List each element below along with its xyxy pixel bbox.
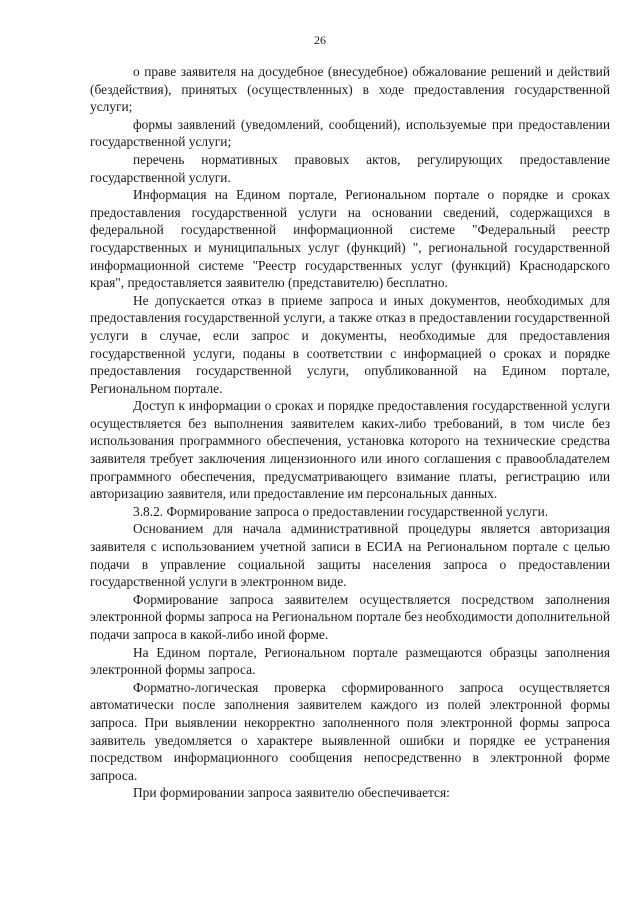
paragraph-request-formation: Формирование запроса заявителем осуществляется посредством заполнения электронной формы запроса на Региональном портале без необходимости дополнительной подачи запроса в какой-либо иной форме.	[90, 591, 610, 642]
paragraph-application-forms: формы заявлений (уведомлений, сообщений), используемые при предоставлении государственной услуги;	[90, 116, 610, 150]
paragraph-portal-information: Информация на Едином портале, Региональном портале о порядке и сроках предоставления государственной услуги на основании сведений, содержащихся в федеральной государственной информационной системе "Федеральный реестр государственных и муниципальных услуг (функций) ", региональной государственной информационной системе "Реестр государственных услуг (функций) Краснодарского края", предоставляется заявителю (представителю) бесплатно.	[90, 187, 610, 291]
paragraph-appeal-right: о праве заявителя на досудебное (внесудебное) обжалование решений и действий (бездействия), принятых (осуществленных) в ходе предоставления государственной услуги;	[90, 64, 610, 115]
page-number: 26	[314, 33, 326, 47]
document-body	[90, 63, 610, 802]
paragraph-legal-acts: перечень нормативных правовых актов, регулирующих предоставление государственной услуги.	[90, 151, 610, 185]
paragraph-format-check: Форматно-логическая проверка сформированного запроса осуществляется автоматически после заполнения заявителем каждого из полей электронной формы запроса. При выявлении некорректно заполненного поля электронной формы запроса заявитель уведомляется о характере выявленной ошибки и порядке ее устранения посредством информационного сообщения непосредственно в электронной форме запроса.	[90, 679, 610, 783]
paragraph-procedure-basis: Основанием для начала административной процедуры является авторизация заявителя с использованием учетной записи в ЕСИА на Региональном портале с целью подачи в управление социальной защиты населения запроса о предоставлении государственной услуги в электронном виде.	[90, 521, 610, 590]
paragraph-applicant-provided: При формировании запроса заявителю обеспечивается:	[133, 785, 450, 801]
paragraph-access-to-information: Доступ к информации о сроках и порядке предоставления государственной услуги осуществляется без выполнения заявителем каких-либо требований, в том числе без использования программного обеспечения, установка которого на технические средства заявителя требует заключения лицензионного или иного соглашения с правообладателем программного обеспечения, предусматривающего взимание платы, регистрацию или авторизацию заявителя, или предоставление им персональных данных.	[90, 398, 610, 502]
section-heading-3-8-2: 3.8.2. Формирование запроса о предоставлении государственной услуги.	[133, 503, 549, 519]
paragraph-refusal-prohibition: Не допускается отказ в приеме запроса и иных документов, необходимых для предоставления государственной услуги, а также отказ в предоставлении государственной услуги в случае, если запрос и документы, необходимые для предоставления государственной услуги, поданы в соответствии с информацией о сроках и порядке предоставления государственной услуги, опубликованной на Едином портале, Региональном портале.	[90, 292, 610, 396]
paragraph-form-samples: На Едином портале, Региональном портале размещаются образцы заполнения электронной формы запроса.	[90, 644, 610, 678]
